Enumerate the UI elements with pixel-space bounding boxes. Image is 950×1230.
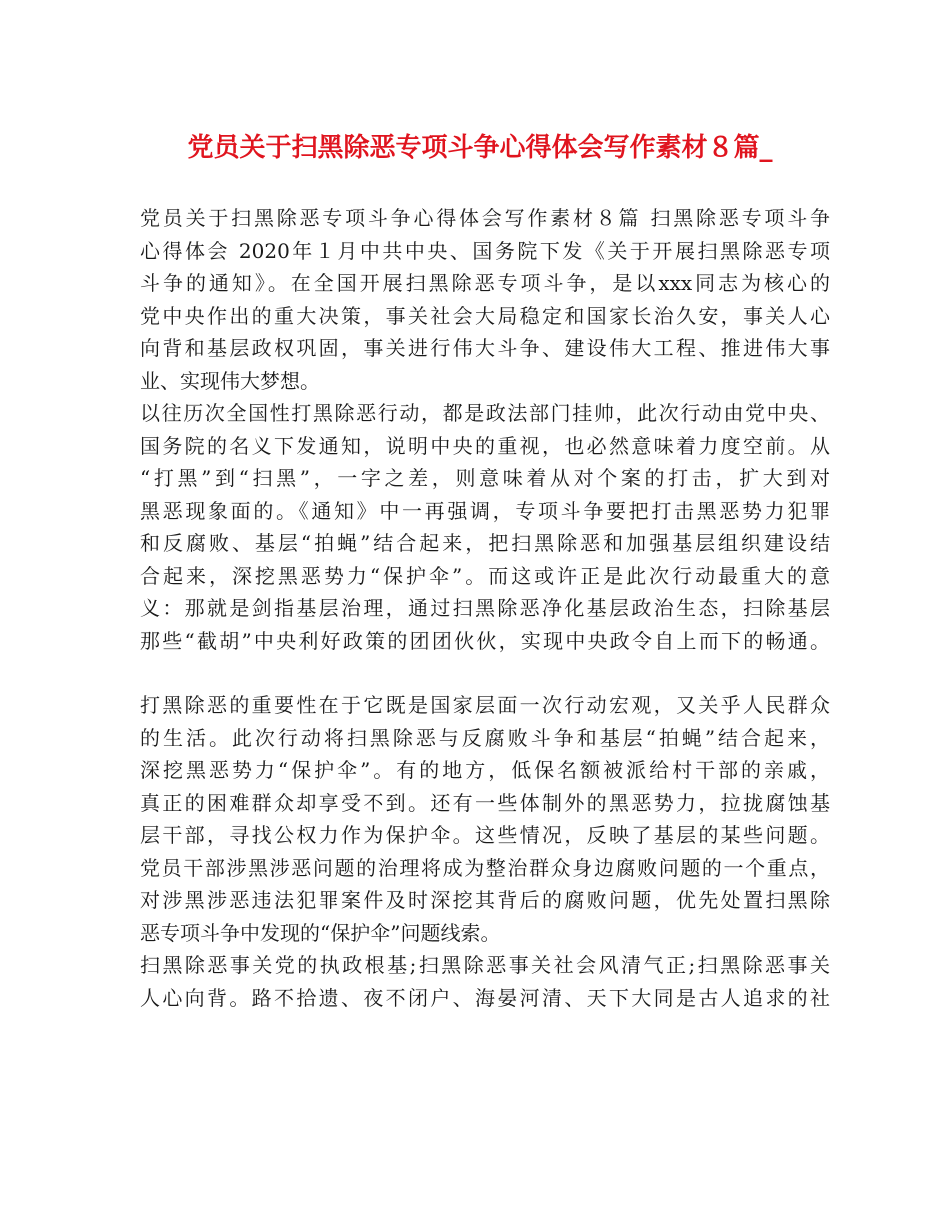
text-line: 合起来，深挖黑恶势力“保护伞”。而这或许正是此次行动最重大的意 xyxy=(140,563,830,588)
text-line: 扫黑除恶事关党的执政根基;扫黑除恶事关社会风清气正;扫黑除恶事关 xyxy=(140,953,830,977)
paragraph xyxy=(140,202,830,397)
paragraph xyxy=(140,689,830,949)
text-line: “打黑”到“扫黑”，一字之差，则意味着从对个案的打击，扩大到对 xyxy=(140,466,830,490)
text-line: 的生活。此次行动将扫黑除恶与反腐败斗争和基层“拍蝇”结合起来， xyxy=(140,725,830,750)
text-line: 层干部，寻找公权力作为保护伞。这些情况，反映了基层的某些问题。 xyxy=(140,823,830,847)
paragraph xyxy=(140,397,830,657)
text-line: 心得体会 2020年１月中共中央、国务院下发《关于开展扫黑除恶专项 xyxy=(140,238,830,263)
paragraph xyxy=(140,949,830,1014)
text-line: 党中央作出的重大决策，事关社会大局稳定和国家长治久安，事关人心 xyxy=(140,303,830,328)
text-line: 以往历次全国性打黑除恶行动，都是政法部门挂帅，此次行动由党中央、 xyxy=(140,401,830,425)
text-line: 国务院的名义下发通知，说明中央的重视，也必然意味着力度空前。从 xyxy=(140,433,830,458)
document-body xyxy=(140,202,830,1014)
text-line: 向背和基层政权巩固，事关进行伟大斗争、建设伟大工程、推进伟大事 xyxy=(140,336,830,360)
text-line: 黑恶现象面的。《通知》中一再强调，专项斗争要把打击黑恶势力犯罪 xyxy=(140,498,830,523)
text-line: 那些“截胡”中央利好政策的团团伙伙，实现中央政令自上而下的畅通。 xyxy=(140,628,830,653)
paragraph-gap xyxy=(140,657,830,689)
text-line: 真正的困难群众却享受不到。还有一些体制外的黑恶势力，拉拢腐蚀基 xyxy=(140,790,830,815)
text-line: 和反腐败、基层“拍蝇”结合起来，把扫黑除恶和加强基层组织建设结 xyxy=(140,531,830,555)
text-line: 恶专项斗争中发现的“保护伞”问题线索。 xyxy=(140,920,501,945)
text-line: 义：那就是剑指基层治理，通过扫黑除恶净化基层政治生态，扫除基层 xyxy=(140,596,830,620)
text-line: 斗争的通知》。在全国开展扫黑除恶专项斗争，是以xxx同志为核心的 xyxy=(140,271,830,295)
document-title: 党员关于扫黑除恶专项斗争心得体会写作素材８篇_ xyxy=(187,133,773,163)
text-line: 党员干部涉黑涉恶问题的治理将成为整治群众身边腐败问题的一个重点， xyxy=(140,855,830,880)
text-line: 打黑除恶的重要性在于它既是国家层面一次行动宏观，又关乎人民群众 xyxy=(140,693,830,717)
text-line: 对涉黑涉恶违法犯罪案件及时深挖其背后的腐败问题，优先处置扫黑除 xyxy=(140,888,830,912)
text-line: 人心向背。路不拾遗、夜不闭户、海晏河清、天下大同是古人追求的社 xyxy=(140,985,830,1010)
text-line: 深挖黑恶势力“保护伞”。有的地方，低保名额被派给村干部的亲戚， xyxy=(140,758,830,782)
text-line: 党员关于扫黑除恶专项斗争心得体会写作素材８篇 扫黑除恶专项斗争 xyxy=(140,206,830,230)
text-line: 业、实现伟大梦想。 xyxy=(140,368,320,393)
